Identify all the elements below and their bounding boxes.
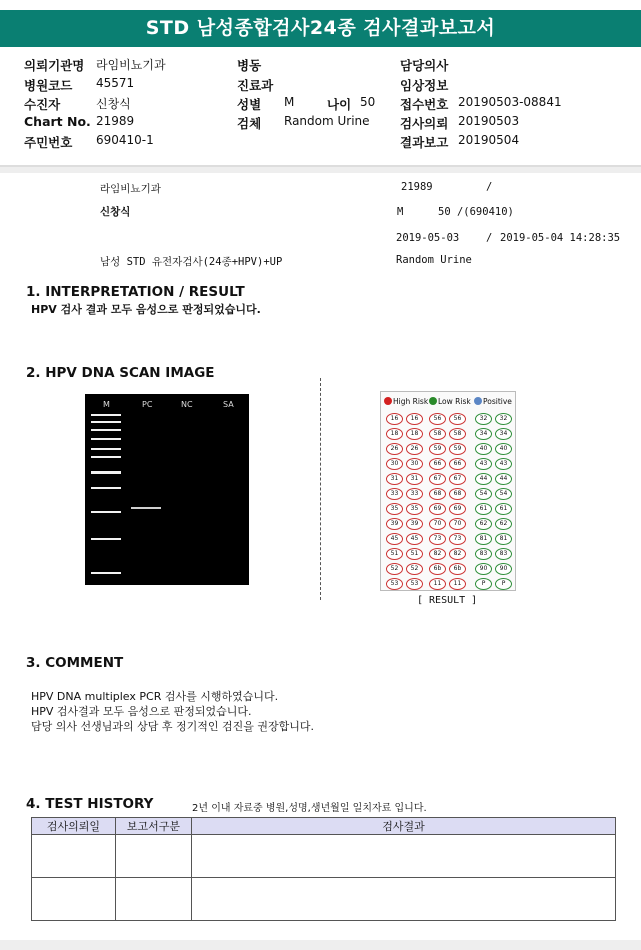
gel-lane-label: SA	[223, 400, 234, 409]
patient-label: 수진자	[24, 97, 61, 112]
hpv-spot: 18	[406, 428, 423, 440]
table-cell	[192, 835, 616, 878]
hpv-spot: 83	[495, 548, 512, 560]
image-divider	[320, 378, 321, 600]
ladder-band	[91, 438, 121, 440]
specimen-label: 검체	[237, 116, 262, 131]
hpv-spot: 32	[495, 413, 512, 425]
hpv-image-title: 2. HPV DNA SCAN IMAGE	[26, 365, 215, 381]
table-cell	[116, 878, 192, 921]
summary-sex: M	[397, 206, 404, 218]
summary-specimen: Random Urine	[396, 254, 472, 266]
chip-caption: [ RESULT ]	[417, 595, 478, 606]
hpv-spot: 56	[449, 413, 466, 425]
hpv-spot: 45	[386, 533, 403, 545]
comment-line: HPV DNA multiplex PCR 검사를 시행하였습니다.	[31, 690, 279, 703]
gel-electrophoresis-image	[85, 394, 249, 585]
hpv-spot: 51	[386, 548, 403, 560]
hpv-spot: P	[475, 578, 492, 590]
ladder-band	[91, 448, 121, 450]
summary-slash: /	[486, 181, 493, 193]
hpv-spot: 90	[475, 563, 492, 575]
table-row	[32, 878, 616, 921]
footer-band	[0, 940, 641, 950]
dept-label: 진료과	[237, 78, 274, 93]
hpv-spot: 11	[449, 578, 466, 590]
ladder-band	[91, 421, 121, 423]
hpv-spot: 31	[386, 473, 403, 485]
hpv-spot: 43	[475, 458, 492, 470]
col-result: 검사결과	[192, 818, 616, 835]
hpv-spot: 51	[406, 548, 423, 560]
ladder-band	[91, 511, 121, 513]
sex-value: M	[284, 95, 295, 109]
comment-line: 담당 의사 선생님과의 상담 후 정기적인 검진을 권장합니다.	[31, 720, 314, 733]
hpv-spot: 73	[449, 533, 466, 545]
hpv-spot: 70	[429, 518, 446, 530]
hpv-spot: 39	[406, 518, 423, 530]
history-table	[31, 817, 616, 921]
ladder-band	[91, 538, 121, 540]
report-title: STD 남성종합검사24종 검사결과보고서	[0, 10, 641, 47]
legend-label: High Risk	[393, 397, 429, 406]
hpv-spot: 69	[429, 503, 446, 515]
hpv-spot: 45	[406, 533, 423, 545]
hpv-spot: 59	[449, 443, 466, 455]
hpv-spot: 52	[406, 563, 423, 575]
request-label: 검사의뢰	[400, 116, 449, 131]
hpv-spot: 6b	[449, 563, 466, 575]
hpv-spot: 30	[386, 458, 403, 470]
hpv-spot: 62	[475, 518, 492, 530]
legend-label: Positive	[483, 397, 512, 406]
interpretation-title: 1. INTERPRETATION / RESULT	[26, 284, 245, 300]
hpv-spot: 52	[386, 563, 403, 575]
hospital-code-value: 45571	[96, 76, 135, 90]
specimen-value: Random Urine	[284, 114, 370, 128]
hpv-spot: 69	[449, 503, 466, 515]
pc-band	[131, 507, 161, 509]
hpv-spot: 81	[475, 533, 492, 545]
hpv-spot: 58	[429, 428, 446, 440]
hpv-spot: 66	[429, 458, 446, 470]
age-value: 50	[360, 95, 376, 109]
hpv-spot: 58	[449, 428, 466, 440]
hpv-spot: 35	[406, 503, 423, 515]
table-cell	[192, 878, 616, 921]
summary-age-birth: 50 /(690410)	[438, 206, 514, 218]
sex-label: 성별	[237, 97, 262, 112]
col-request-date: 검사의뢰일	[32, 818, 116, 835]
hpv-spot: 44	[475, 473, 492, 485]
hpv-spot: 68	[449, 488, 466, 500]
hpv-spot: 62	[495, 518, 512, 530]
history-note: 2년 이내 자료중 병원,성명,생년월일 일치자료 입니다.	[192, 803, 427, 814]
hospital-code-label: 병원코드	[24, 78, 73, 93]
patient-value: 신창식	[96, 97, 131, 111]
gel-lane-label: NC	[181, 400, 193, 409]
hpv-spot: 61	[475, 503, 492, 515]
hpv-spot: 30	[406, 458, 423, 470]
green-dot-icon	[429, 397, 437, 405]
hpv-spot: 53	[406, 578, 423, 590]
ladder-band	[91, 414, 121, 416]
legend-positive	[474, 397, 512, 406]
summary-name: 신창식	[100, 206, 131, 218]
hpv-spot: 81	[495, 533, 512, 545]
hpv-spot: 61	[495, 503, 512, 515]
chart-no-value: 21989	[96, 114, 135, 128]
institution-label: 의뢰기관명	[24, 58, 85, 73]
summary-request-date: 2019-05-03	[396, 232, 460, 244]
ward-label: 병동	[237, 58, 262, 73]
id-label: 주민번호	[24, 135, 73, 150]
report-label: 결과보고	[400, 135, 449, 150]
hpv-spot: 39	[386, 518, 403, 530]
hpv-spot: 66	[449, 458, 466, 470]
hpv-spot: 26	[386, 443, 403, 455]
hpv-spot: 32	[475, 413, 492, 425]
chart-no-label: Chart No.	[24, 114, 91, 129]
hpv-spot: 6b	[429, 563, 446, 575]
hpv-spot: 34	[475, 428, 492, 440]
hpv-spot: 67	[429, 473, 446, 485]
header-info	[0, 47, 641, 167]
id-value: 690410-1	[96, 133, 154, 147]
hpv-spot: 73	[429, 533, 446, 545]
request-value: 20190503	[458, 114, 520, 128]
divider-band	[0, 167, 641, 173]
hpv-spot: 53	[386, 578, 403, 590]
hpv-spot: 54	[475, 488, 492, 500]
summary-test-name: 남성 STD 유전자검사(24종+HPV)+UP	[100, 256, 283, 268]
hpv-spot: 90	[495, 563, 512, 575]
history-title: 4. TEST HISTORY	[26, 796, 154, 812]
hpv-spot: 33	[386, 488, 403, 500]
hpv-spot: 82	[429, 548, 446, 560]
gel-lane-label: M	[103, 400, 110, 409]
hpv-spot: 43	[495, 458, 512, 470]
summary-chart-no: 21989	[401, 181, 433, 193]
table-header-row	[32, 818, 616, 835]
hpv-spot: 40	[495, 443, 512, 455]
comment-line: HPV 검사결과 모두 음성으로 판정되었습니다.	[31, 705, 252, 718]
ladder-band	[91, 456, 121, 458]
hpv-spot: 31	[406, 473, 423, 485]
institution-value: 라임비뇨기과	[96, 58, 166, 72]
col-report-type: 보고서구분	[116, 818, 192, 835]
hpv-spot: 83	[475, 548, 492, 560]
legend-low-risk	[429, 397, 471, 406]
summary-clinic: 라임비뇨기과	[100, 183, 161, 195]
hpv-spot: 34	[495, 428, 512, 440]
table-row	[32, 835, 616, 878]
hpv-spot: 35	[386, 503, 403, 515]
legend-label: Low Risk	[438, 397, 471, 406]
hpv-spot: 54	[495, 488, 512, 500]
gel-lane-label: PC	[142, 400, 153, 409]
blue-dot-icon	[474, 397, 482, 405]
age-label: 나이	[327, 97, 352, 112]
table-cell	[32, 835, 116, 878]
hpv-spot: 68	[429, 488, 446, 500]
receipt-value: 20190503-08841	[458, 95, 562, 109]
clinical-label: 임상정보	[400, 78, 449, 93]
doctor-label: 담당의사	[400, 58, 449, 73]
ladder-band	[91, 487, 121, 489]
hpv-spot: 70	[449, 518, 466, 530]
hpv-spot: P	[495, 578, 512, 590]
hpv-spot: 33	[406, 488, 423, 500]
hpv-spot: 82	[449, 548, 466, 560]
receipt-label: 접수번호	[400, 97, 449, 112]
ladder-band	[91, 471, 121, 474]
comment-title: 3. COMMENT	[26, 655, 124, 671]
summary-slash-2: /	[486, 232, 493, 244]
hpv-spot: 44	[495, 473, 512, 485]
hpv-spot: 40	[475, 443, 492, 455]
hpv-spot: 18	[386, 428, 403, 440]
hpv-spot: 11	[429, 578, 446, 590]
hpv-spot: 56	[429, 413, 446, 425]
legend-high-risk	[384, 397, 428, 406]
hpv-chip-result	[380, 391, 516, 591]
interpretation-text: HPV 검사 결과 모두 음성으로 판정되었습니다.	[31, 303, 261, 316]
summary-report-datetime: 2019-05-04 14:28:35	[500, 232, 621, 244]
ladder-band	[91, 429, 121, 431]
hpv-spot: 26	[406, 443, 423, 455]
hpv-spot: 67	[449, 473, 466, 485]
ladder-band	[91, 572, 121, 574]
table-cell	[32, 878, 116, 921]
table-cell	[116, 835, 192, 878]
hpv-spot: 16	[386, 413, 403, 425]
report-value: 20190504	[458, 133, 520, 147]
hpv-spot: 59	[429, 443, 446, 455]
red-dot-icon	[384, 397, 392, 405]
hpv-spot: 16	[406, 413, 423, 425]
